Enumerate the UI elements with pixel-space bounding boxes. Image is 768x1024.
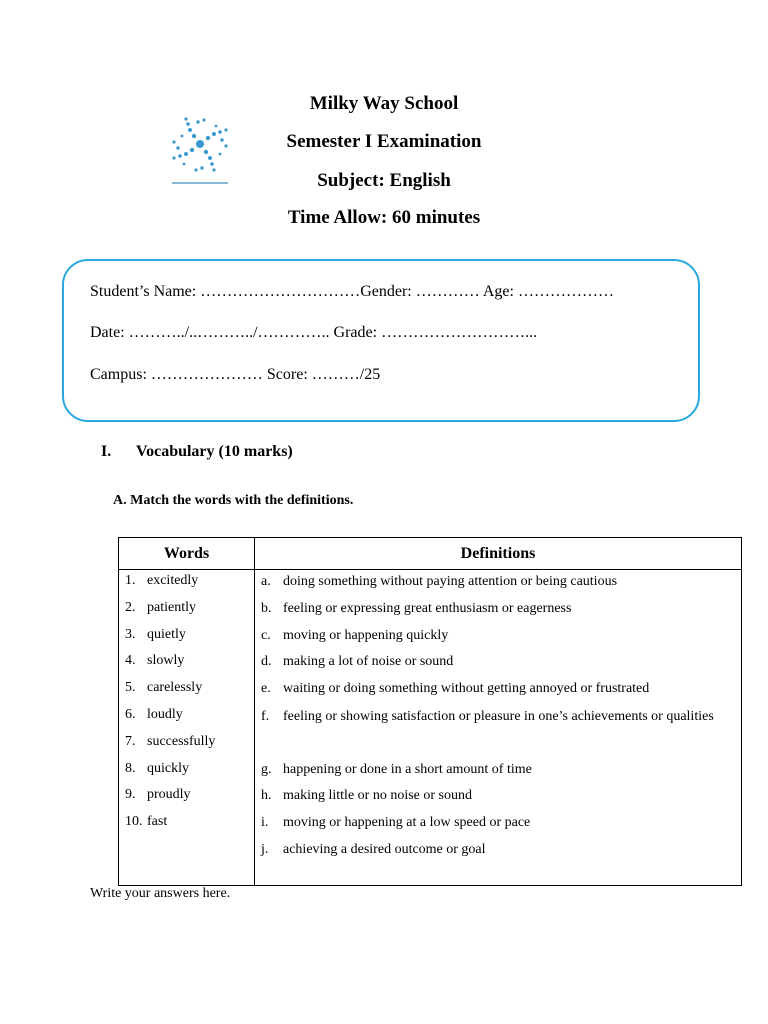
words-cell [119,570,255,886]
student-name-gender-age-line: Student’s Name: …………………………Gender: ………… Age: ……………… [90,283,614,300]
definition-item: e. waiting or doing something without getting annoyed or frustrated [261,681,650,697]
definition-item: j. achieving a desired outcome or goal [261,841,486,857]
definition-item: c. moving or happening quickly [261,627,449,643]
school-name: Milky Way School [309,93,459,114]
definition-item: h. making little or no noise or sound [261,788,472,804]
word-item: 5. carelessly [125,680,203,696]
date-grade-line: Date: ………../..………../………….. Grade: ………………………... [90,324,538,341]
section-number: I. [101,443,112,460]
subsection-instruction: A. Match the words with the definitions. [113,493,354,508]
word-item: 10. fast [125,814,168,830]
definition-item: g. happening or done in a short amount of time [261,761,532,777]
definitions-list [255,570,741,865]
words-list [119,570,254,838]
definition-item: a. doing something without paying attention or being cautious [261,574,618,589]
exam-title: Semester I Examination [286,131,482,152]
word-item: 2. patiently [125,599,196,615]
definition-item: b. feeling or expressing great enthusiasm or eagerness [261,600,572,616]
definition-item: f. feeling or showing satisfaction or pleasure in one’s achievements or qualities [261,708,714,724]
definition-item: i. moving or happening at a low speed or pace [261,815,531,831]
word-item: 8. quickly [125,760,189,776]
subject-line: Subject: English [317,170,451,191]
word-item: 7. successfully [125,733,216,749]
school-logo [164,110,236,190]
campus-score-line: Campus: ………………… Score: ………/25 [90,366,381,383]
word-item: 4. slowly [125,653,185,669]
definitions-column-header: Definitions [255,538,742,570]
word-item: 6. loudly [125,706,183,722]
definitions-cell [255,570,742,886]
section-title: Vocabulary (10 marks) [136,443,293,460]
words-column-header: Words [119,538,255,570]
definition-item: d. making a lot of noise or sound [261,654,454,670]
time-allowed: Time Allow: 60 minutes [287,207,481,228]
word-item: 1. excitedly [125,573,199,588]
matching-table [118,537,742,886]
word-item: 3. quietly [125,626,186,642]
answer-instruction: Write your answers here. [90,886,231,901]
word-item: 9. proudly [125,787,191,803]
